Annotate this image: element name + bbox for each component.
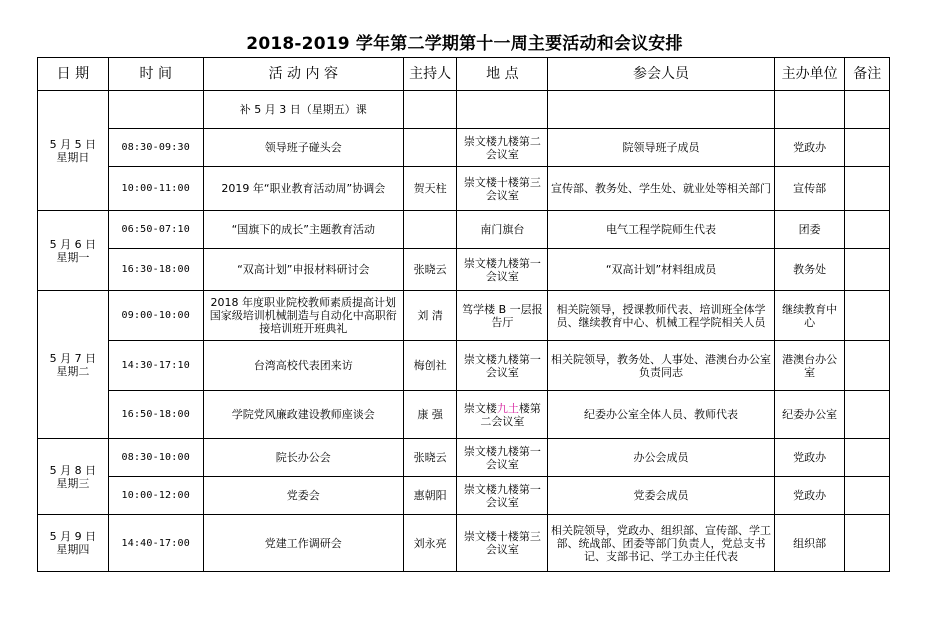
table-row [38, 129, 890, 167]
time-cell: 08:30-10:00 [108, 439, 203, 477]
remark-cell [845, 167, 890, 211]
header-date: 日 期 [38, 58, 109, 91]
date-text: 5 月 5 日 [49, 137, 97, 151]
remark-cell [845, 515, 890, 572]
date-cell [38, 439, 109, 515]
remark-cell [845, 249, 890, 291]
content-cell: 领导班子碰头会 [203, 129, 403, 167]
organizer-cell: 团委 [774, 211, 845, 249]
header-remark: 备注 [845, 58, 890, 91]
weekday-text: 星期四 [56, 543, 90, 556]
host-cell: 梅创社 [403, 341, 457, 391]
place-cell [457, 391, 548, 439]
date-cell [38, 515, 109, 572]
attendees-cell: 院领导班子成员 [548, 129, 774, 167]
host-cell: 贺天柱 [403, 167, 457, 211]
attendees-cell: 宣传部、教务处、学生处、就业处等相关部门 [548, 167, 774, 211]
date-text: 5 月 8 日 [49, 463, 97, 477]
time-cell [108, 91, 203, 129]
content-cell: 党建工作调研会 [203, 515, 403, 572]
attendees-cell [548, 91, 774, 129]
date-cell [38, 91, 109, 211]
table-row [38, 91, 890, 129]
content-cell: 2019 年“职业教育活动周”协调会 [203, 167, 403, 211]
remark-cell [845, 439, 890, 477]
remark-cell [845, 391, 890, 439]
place-text: 崇文楼 [463, 401, 497, 415]
organizer-cell: 党政办 [774, 439, 845, 477]
place-cell: 崇文楼十楼第三会议室 [457, 515, 548, 572]
time-cell: 10:00-12:00 [108, 477, 203, 515]
time-cell: 06:50-07:10 [108, 211, 203, 249]
place-cell: 崇文楼九楼第一会议室 [457, 249, 548, 291]
table-row [38, 211, 890, 249]
table-row [38, 477, 890, 515]
date-cell [38, 211, 109, 291]
attendees-cell: “双高计划”材料组成员 [548, 249, 774, 291]
remark-cell [845, 91, 890, 129]
attendees-cell: 相关院领导，教务处、人事处、港澳台办公室负责同志 [548, 341, 774, 391]
place-cell: 笃学楼 B 一层报告厅 [457, 291, 548, 341]
remark-cell [845, 211, 890, 249]
place-cell [457, 91, 548, 129]
content-cell: 院长办公会 [203, 439, 403, 477]
organizer-cell: 党政办 [774, 129, 845, 167]
host-cell: 刘 清 [403, 291, 457, 341]
date-text: 5 月 9 日 [49, 530, 97, 543]
header-attendees: 参会人员 [548, 58, 774, 91]
host-cell [403, 129, 457, 167]
content-cell: “双高计划”申报材料研讨会 [203, 249, 403, 291]
weekday-text: 星期二 [56, 364, 90, 378]
organizer-cell: 继续教育中心 [774, 291, 845, 341]
table-row [38, 341, 890, 391]
place-highlight-text: 九土 [496, 401, 519, 415]
header-organizer: 主办单位 [774, 58, 845, 91]
organizer-cell: 宣传部 [774, 167, 845, 211]
place-cell: 南门旗台 [457, 211, 548, 249]
header-time: 时 间 [108, 58, 203, 91]
table-row [38, 439, 890, 477]
time-cell: 14:30-17:10 [108, 341, 203, 391]
organizer-cell: 组织部 [774, 515, 845, 572]
organizer-cell [774, 91, 845, 129]
header-row [38, 58, 890, 91]
time-cell: 09:00-10:00 [108, 291, 203, 341]
place-text: 楼第二会议室 [480, 401, 541, 428]
date-text: 5 月 6 日 [49, 237, 97, 251]
header-host: 主持人 [403, 58, 457, 91]
content-cell: 台湾高校代表团来访 [203, 341, 403, 391]
remark-cell [845, 341, 890, 391]
remark-cell [845, 291, 890, 341]
place-cell: 崇文楼十楼第三会议室 [457, 167, 548, 211]
content-cell: “国旗下的成长”主题教育活动 [203, 211, 403, 249]
place-cell: 崇文楼九楼第一会议室 [457, 439, 548, 477]
time-cell: 08:30-09:30 [108, 129, 203, 167]
attendees-cell: 电气工程学院师生代表 [548, 211, 774, 249]
time-cell: 16:30-18:00 [108, 249, 203, 291]
remark-cell [845, 477, 890, 515]
remark-cell [845, 129, 890, 167]
table-row [38, 249, 890, 291]
time-cell: 16:50-18:00 [108, 391, 203, 439]
date-cell [38, 291, 109, 439]
attendees-cell: 相关院领导，党政办、组织部、宣传部、学工部、统战部、团委等部门负责人，党总支书记、支部书记、学工办主任代表 [548, 515, 774, 572]
table-row [38, 515, 890, 572]
content-cell: 党委会 [203, 477, 403, 515]
host-cell: 刘永亮 [403, 515, 457, 572]
content-cell: 2018 年度职业院校教师素质提高计划国家级培训机械制造与自动化中高职衔接培训班开班典礼 [203, 291, 403, 341]
attendees-cell: 相关院领导，授课教师代表、培训班全体学员、继续教育中心、机械工程学院相关人员 [548, 291, 774, 341]
place-cell: 崇文楼九楼第一会议室 [457, 341, 548, 391]
host-cell: 惠朝阳 [403, 477, 457, 515]
host-cell: 张晓云 [403, 439, 457, 477]
page-title: 2018-2019 学年第二学期第十一周主要活动和会议安排 [246, 34, 683, 54]
table-row [38, 291, 890, 341]
organizer-cell: 教务处 [774, 249, 845, 291]
header-place: 地 点 [457, 58, 548, 91]
attendees-cell: 纪委办公室全体人员、教师代表 [548, 391, 774, 439]
place-cell: 崇文楼九楼第一会议室 [457, 477, 548, 515]
host-cell: 康 强 [403, 391, 457, 439]
header-content: 活 动 内 容 [203, 58, 403, 91]
attendees-cell: 办公会成员 [548, 439, 774, 477]
attendees-cell: 党委会成员 [548, 477, 774, 515]
host-cell [403, 211, 457, 249]
weekday-text: 星期三 [56, 476, 90, 490]
content-cell: 学院党风廉政建设教师座谈会 [203, 391, 403, 439]
time-cell: 10:00-11:00 [108, 167, 203, 211]
schedule-table [37, 57, 890, 572]
place-cell: 崇文楼九楼第二会议室 [457, 129, 548, 167]
organizer-cell: 纪委办公室 [774, 391, 845, 439]
date-text: 5 月 7 日 [49, 351, 97, 365]
table-row [38, 167, 890, 211]
content-cell: 补 5 月 3 日（星期五）课 [203, 91, 403, 129]
organizer-cell: 党政办 [774, 477, 845, 515]
time-cell: 14:40-17:00 [108, 515, 203, 572]
weekday-text: 星期日 [56, 150, 90, 164]
table-row [38, 391, 890, 439]
weekday-text: 星期一 [56, 250, 90, 264]
host-cell: 张晓云 [403, 249, 457, 291]
organizer-cell: 港澳台办公室 [774, 341, 845, 391]
host-cell [403, 91, 457, 129]
